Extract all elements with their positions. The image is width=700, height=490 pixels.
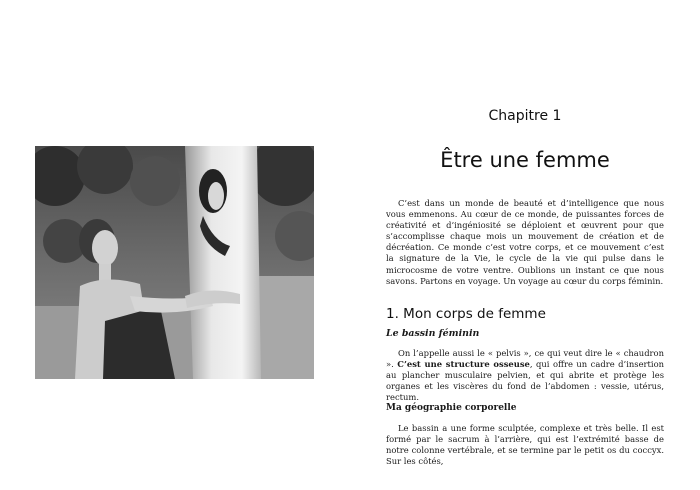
paragraph-geographie: Le bassin a une forme sculptée, complexe et très belle. Il est formé par le sacrum à l’arrière, qui est l’extrémité basse de notre colonne vertébrale, et se termine par le petit os du coccyx. Sur les côtés, [386,423,664,467]
intro-paragraph: C’est dans un monde de beauté et d’intelligence que nous vous emmenons. Au cœur de ce monde, de puissantes forces de créativité et d’ingéniosité se déploient et œuvrent pour que s’accomplisse chaque mois un mouvement de création et de décréation. Ce monde c’est votre corps, et ce mouvement c’est la signature de la Vie, le cycle de la vie qui pulse dans le microcosme de votre ventre. Oublions un instant ce que nous savons. Partons en voyage. Un voyage au cœur du corps féminin. [386,198,664,286]
bassin-text-2: , qui offre un cadre d’insertion au plancher musculaire pelvien, et qui abrite et protège les organes et les viscères du fond de l’abdomen : vessie, utérus, rectum. [386,359,665,403]
subsection-heading-geographie: Ma géographie corporelle [386,403,517,413]
photo-woman-hugging-tree-icon [35,146,314,379]
subsection-heading-bassin: Le bassin féminin [386,328,480,339]
bassin-text-1: On l’appelle aussi le « pelvis », ce qui veut dire le « chaudron ». [386,348,664,370]
bassin-strong-text: C’est une structure osseuse [397,359,530,370]
right-page [350,0,700,490]
chapter-title: Être une femme [440,148,610,172]
section-heading: 1. Mon corps de femme [386,306,546,322]
chapter-label: Chapitre 1 [488,108,562,124]
paragraph-bassin [386,348,664,403]
chapter-photo [35,146,314,379]
